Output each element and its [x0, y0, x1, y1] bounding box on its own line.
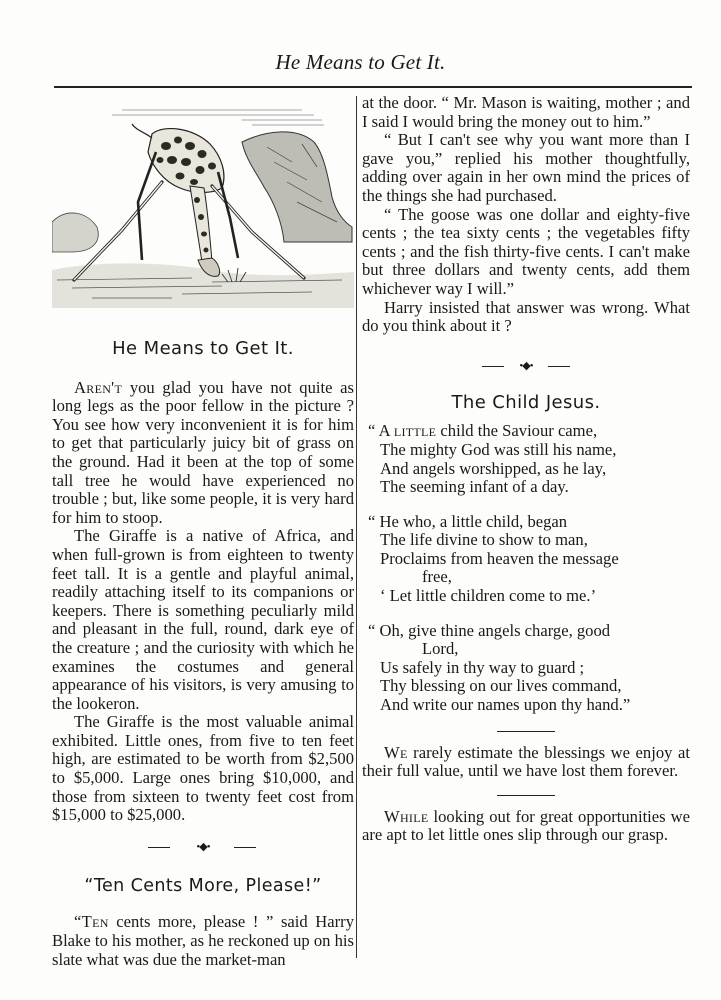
paragraph-mr-mason: at the door. “ Mr. Mason is waiting, mother ; and I said I would bring the money out to him.” [362, 93, 690, 131]
poem-stanza-1 [362, 422, 690, 496]
poem-line: free, [422, 567, 452, 587]
column-divider [356, 96, 357, 958]
paragraph-text: looking out for great opportunities we are apt to let little ones slip through our grasp. [362, 806, 690, 845]
paragraph-opportunities [362, 808, 690, 845]
poem-line: “ A little child the Saviour came, [368, 421, 598, 441]
paragraph-blessings [362, 744, 690, 781]
paragraph-text: cents more, please ! ” said Harry Blake to his mother, as he reckoned up on his slate what was due the market-man [52, 912, 354, 969]
drop-word: While [384, 806, 429, 826]
drop-word: We [384, 742, 408, 762]
running-head: He Means to Get It. [275, 50, 446, 74]
section-ornament: •◆• [362, 356, 690, 378]
poem-line: The seeming infant of a day. [380, 477, 569, 497]
header-rule [54, 86, 692, 88]
poem-stanza-3 [362, 622, 690, 715]
drop-word: Aren't [74, 377, 123, 397]
short-rule [497, 731, 555, 732]
short-rule [497, 795, 555, 796]
paragraph-giraffe-africa: The Giraffe is a native of Africa, and when full-grown is from eighteen to twenty feet tall. It is a gentle and playful animal, readily attaching itself to its companions or keepers. There is something peculiarly mild and pleasant in the full, round, dark eye of the creature ; and the curiosity with which he examines the costumes and general appearance of his visitors, is very amusing to the lookeron. [52, 526, 354, 713]
poem-line: ‘ Let little children come to me.’ [380, 586, 597, 606]
section-ornament: •◆• [52, 837, 354, 859]
paragraph-text: you glad you have not quite as long legs as the poor fellow in the picture ? You see how very inconvenient it is for him to get that particularly juicy bit of grass on the ground. Had it been at the top of some tall tree he would have experienced no trouble ; but, like some people, it is very hard for him to stoop. [52, 377, 354, 527]
poem-line: Lord, [422, 639, 459, 659]
poem-line: And write our names upon thy hand.” [380, 695, 631, 715]
paragraph-giraffe-value: The Giraffe is the most valuable animal exhibited. Little ones, from five to ten feet high, are estimated to be worth from $2,500 to $5,000. Large ones bring $10,000, and those from sixteen to twenty feet cost from $15,000 to $25,000. [52, 712, 354, 825]
left-column [52, 100, 354, 969]
paragraph-ten-cents [52, 913, 354, 969]
paragraph-text: rarely estimate the blessings we enjoy at their full value, until we have lost them forever. [362, 742, 690, 781]
giraffe-illustration [52, 102, 354, 308]
poem-stanza-2 [362, 513, 690, 606]
article-heading-ten-cents: “Ten Cents More, Please!” [84, 875, 322, 896]
poem-line: And angels worshipped, as he lay, [380, 458, 607, 478]
poem-line: Us safely in thy way to guard ; [380, 657, 585, 677]
poem-line: “ Oh, give thine angels charge, good [368, 620, 611, 640]
right-column [362, 94, 690, 845]
poem-title: The Child Jesus. [451, 391, 601, 413]
poem-line: Thy blessing on our lives command, [380, 676, 622, 696]
poem-line: Proclaims from heaven the message [380, 548, 619, 568]
article-heading-he-means: He Means to Get It. [112, 338, 294, 359]
poem-line: “ He who, a little child, began [368, 511, 568, 531]
paragraph-mother-reply: “ But I can't see why you want more than I gave you,” replied his mother thoughtfully, adding over again in her own mind the prices of the things she had purchased. [362, 130, 690, 205]
paragraph-goose-prices: “ The goose was one dollar and eighty-five cents ; the tea sixty cents ; the vegetables fifty cents ; and the fish thirty-five cents. I can't make but three dollars and twenty cents, add them whichever way I will.” [362, 204, 690, 298]
drop-word: “Ten [74, 912, 109, 932]
paragraph-giraffe-intro [52, 379, 354, 528]
poem-line: The life divine to show to man, [380, 530, 588, 550]
poem-line: The mighty God was still his name, [380, 439, 617, 459]
paragraph-harry-insisted: Harry insisted that answer was wrong. What do you think about it ? [362, 297, 690, 336]
